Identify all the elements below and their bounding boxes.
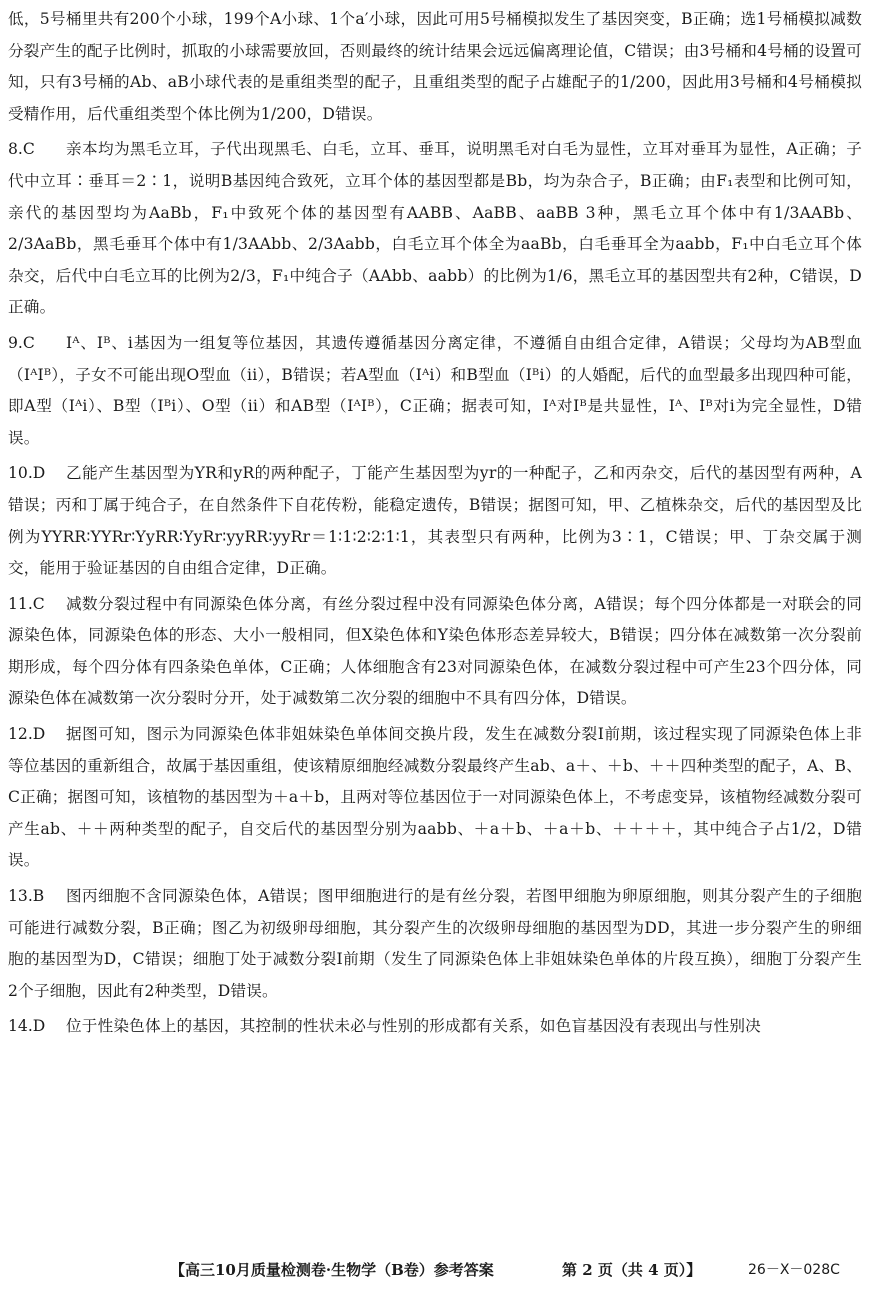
question-12 bbox=[8, 719, 862, 877]
question-10 bbox=[8, 458, 862, 584]
footer-page-number: 第 2 页（共 4 页）】 bbox=[562, 1261, 702, 1279]
question-explanation: 乙能产生基因型为YR和yR的两种配子，丁能产生基因型为yr的一种配子，乙和丙杂交，后代的基因型有两种，A错误；丙和丁属于纯合子，在自然条件下自花传粉，能稳定遗传，B错误；据图可知，甲、乙植株杂交，后代的基因型及比例为YYRR∶YYRr∶YyRR∶YyRr∶yyRR∶yyRr＝1∶1∶2∶2∶1∶1，其表型只有两种，比例为3∶1，C错误；甲、丁杂交属于测交，能用于验证基因的自由组合定律，D正确。 bbox=[8, 464, 862, 578]
question-11 bbox=[8, 589, 862, 715]
question-explanation: 据图可知，图示为同源染色体非姐妹染色单体间交换片段，发生在减数分裂Ⅰ前期，该过程实现了同源染色体上非等位基因的重新组合，故属于基因重组，使该精原细胞经减数分裂最终产生ab、a＋、＋b、＋＋四种类型的配子，A、B、C正确；据图可知，该植物的基因型为＋a＋b，且两对等位基因位于一对同源染色体上，不考虑变异，该植物经减数分裂可产生ab、＋＋两种类型的配子，自交后代的基因型分别为aabb、＋a＋b、＋a＋b、＋＋＋＋，其中纯合子占1/2，D错误。 bbox=[8, 725, 862, 870]
question-explanation: 亲本均为黑毛立耳，子代出现黑毛、白毛，立耳、垂耳，说明黑毛对白毛为显性，立耳对垂耳为显性，A正确；子代中立耳∶垂耳＝2∶1，说明B基因纯合致死，立耳个体的基因型都是Bb，均为杂合子，B正确；由F₁表型和比例可知，亲代的基因型均为AaBb，F₁中致死个体的基因型有AABB、AaBB、aaBB 3种，黑毛立耳个体中有1/3AABb、2/3AaBb，黑毛垂耳个体中有1/3AAbb、2/3Aabb，白毛立耳个体全为aaBb，白毛垂耳全为aabb，F₁中白毛立耳个体杂交，后代中白毛立耳的比例为2/3，F₁中纯合子（AAbb、aabb）的比例为1/6，黑毛立耳的基因型共有2种，C错误，D正确。 bbox=[8, 140, 862, 317]
question-14 bbox=[8, 1011, 862, 1043]
answer-page bbox=[8, 4, 862, 1043]
footer-code: 26－X－028C bbox=[748, 1262, 840, 1278]
question-number: 8.C bbox=[8, 140, 35, 159]
continued-paragraph: 低，5号桶里共有200个小球，199个A小球、1个a′小球，因此可用5号桶模拟发生了基因突变，B正确；选1号桶模拟减数分裂产生的配子比例时，抓取的小球需要放回，否则最终的统计结果会远远偏离理论值，C错误；由3号桶和4号桶的设置可知，只有3号桶的Ab、aB小球代表的是重组类型的配子，且重组类型的配子占雄配子的1/200，因此用3号桶和4号桶模拟受精作用，后代重组类型个体比例为1/200，D错误。 bbox=[8, 10, 862, 123]
question-number: 11.C bbox=[8, 594, 45, 613]
page-footer bbox=[0, 1252, 870, 1288]
question-number: 9.C bbox=[8, 333, 35, 352]
footer-title: 【高三10月质量检测卷·生物学（B卷）参考答案 bbox=[170, 1261, 494, 1279]
question-explanation: 位于性染色体上的基因，其控制的性状未必与性别的形成都有关系，如色盲基因没有表现出与性别决 bbox=[66, 1017, 761, 1036]
question-8 bbox=[8, 134, 862, 324]
question-number: 12.D bbox=[8, 725, 46, 744]
question-number: 10.D bbox=[8, 464, 46, 483]
question-number: 13.B bbox=[8, 887, 45, 906]
question-explanation: 图丙细胞不含同源染色体，A错误；图甲细胞进行的是有丝分裂，若图甲细胞为卵原细胞，则其分裂产生的子细胞可能进行减数分裂，B正确；图乙为初级卵母细胞，其分裂产生的次级卵母细胞的基因型为DD，其进一步分裂产生的卵细胞的基因型为D，C错误；细胞丁处于减数分裂Ⅰ前期（发生了同源染色体上非姐妹染色单体的片段互换），细胞丁分裂产生2个子细胞，因此有2种类型，D错误。 bbox=[8, 887, 862, 1000]
question-9 bbox=[8, 328, 862, 454]
question-explanation: Iᴬ、Iᴮ、i基因为一组复等位基因，其遗传遵循基因分离定律，不遵循自由组合定律，A错误；父母均为AB型血（IᴬIᴮ），子女不可能出现O型血（ii），B错误；若A型血（Iᴬi）和B型血（Iᴮi）的人婚配，后代的血型最多出现四种可能，即A型（Iᴬi）、B型（Iᴮi）、O型（ii）和AB型（IᴬIᴮ），C正确；据表可知，Iᴬ对Iᴮ是共显性，Iᴬ、Iᴮ对i为完全显性，D错误。 bbox=[8, 333, 862, 447]
question-explanation: 减数分裂过程中有同源染色体分离，有丝分裂过程中没有同源染色体分离，A错误；每个四分体都是一对联会的同源染色体，同源染色体的形态、大小一般相同，但X染色体和Y染色体形态差异较大，B错误；四分体在减数第一次分裂前期形成，每个四分体有四条染色单体，C正确；人体细胞含有23对同源染色体，在减数分裂过程中可产生23个四分体，同源染色体在减数第一次分裂时分开，处于减数第二次分裂的细胞中不具有四分体，D错误。 bbox=[8, 594, 862, 708]
question-13 bbox=[8, 881, 862, 1007]
question-number: 14.D bbox=[8, 1017, 46, 1036]
